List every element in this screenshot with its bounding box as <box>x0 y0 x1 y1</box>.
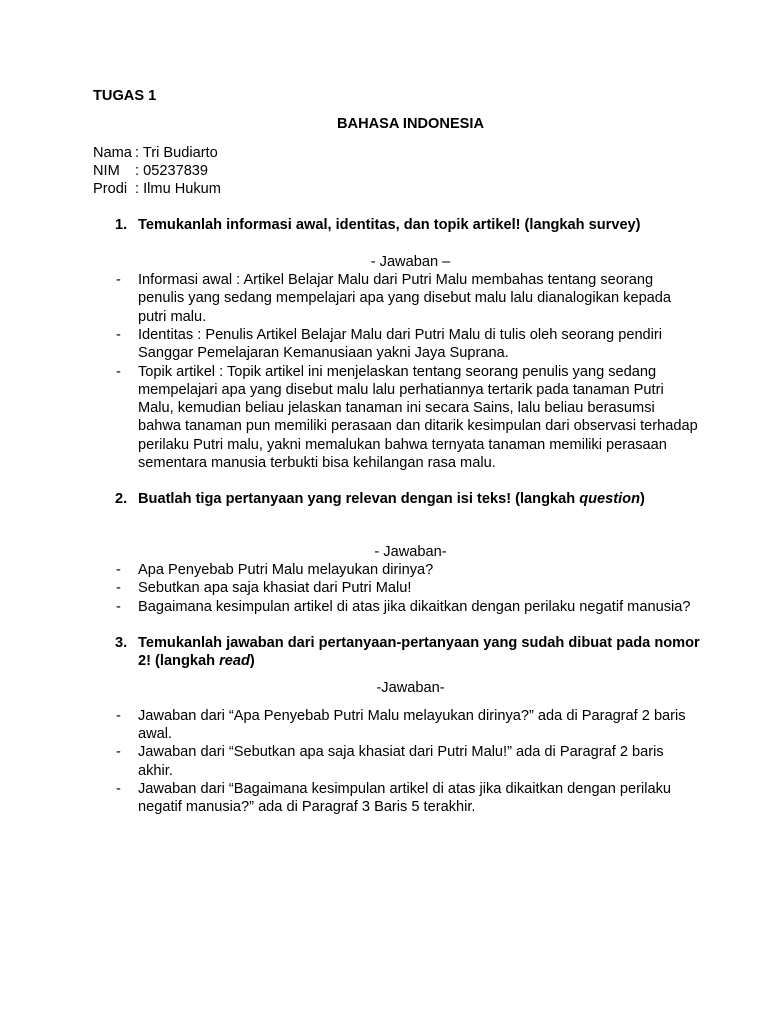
list-item-text: Informasi awal : Artikel Belajar Malu dari Putri Malu membahas tentang seorang penulis yang sedang mempelajari apa yang disebut malu lalu dianalogikan kepada putri malu. <box>138 272 672 325</box>
question-text-end: ) <box>640 491 645 508</box>
list-item-text: Identitas : Penulis Artikel Belajar Malu dari Putri Malu di tulis oleh seorang pendiri Sanggar Pemelajaran Kemanusiaan yakni Jaya Suprana. <box>138 326 663 362</box>
bullet-dash: - <box>116 744 121 761</box>
question-text <box>138 490 708 508</box>
question-3 <box>93 634 728 671</box>
bullet-dash: - <box>116 561 121 578</box>
answer-heading-1: - Jawaban – <box>370 253 451 270</box>
identity-block <box>93 144 728 199</box>
list-item-text: Jawaban dari “Apa Penyebab Putri Malu melayukan dirinya?” ada di Paragraf 2 baris awal. <box>138 707 686 743</box>
list-item-text: Bagaimana kesimpulan artikel di atas jika dikaitkan dengan perilaku negatif manusia? <box>138 598 691 615</box>
answer-list-2 <box>93 561 728 616</box>
identity-value: : Tri Budiarto <box>135 144 218 161</box>
list-item <box>93 326 728 363</box>
identity-row-prodi <box>93 180 728 198</box>
bullet-dash: - <box>116 326 121 343</box>
question-text-main: Temukanlah jawaban dari pertanyaan-pertanyaan yang sudah dibuat pada nomor 2! (langkah <box>138 634 700 670</box>
identity-label: NIM <box>93 162 120 179</box>
question-text-end: ) <box>249 653 255 670</box>
list-item-text: Sebutkan apa saja khasiat dari Putri Malu! <box>138 580 412 597</box>
identity-label: Nama <box>93 144 132 161</box>
bullet-dash: - <box>116 780 121 797</box>
list-item <box>93 743 728 780</box>
question-text <box>138 634 708 671</box>
list-item <box>93 780 728 817</box>
list-item <box>93 363 728 473</box>
bullet-dash: - <box>116 707 121 724</box>
list-item <box>93 579 728 597</box>
list-item <box>93 561 728 579</box>
bullet-dash: - <box>116 272 121 289</box>
list-item-text: Jawaban dari “Sebutkan apa saja khasiat dari Putri Malu!” ada di Paragraf 2 baris akhir. <box>138 744 664 779</box>
identity-value: : 05237839 <box>135 162 209 179</box>
question-number: 2. <box>115 491 128 508</box>
list-item-text: Jawaban dari “Bagaimana kesimpulan artikel di atas jika dikaitkan dengan perilaku negatif manusia?” ada di Paragraf 3 Baris 5 terakhir. <box>138 780 671 816</box>
bullet-dash: - <box>116 598 121 615</box>
answer-heading-3: -Jawaban- <box>376 680 445 697</box>
question-number: 3. <box>115 634 128 651</box>
bullet-dash: - <box>116 363 121 380</box>
question-text-italic: read <box>219 653 250 670</box>
list-item <box>93 271 728 326</box>
question-text-italic: question <box>579 491 640 508</box>
identity-row-nama <box>93 144 728 162</box>
identity-row-nim <box>93 162 728 180</box>
assignment-title: TUGAS 1 <box>93 88 157 104</box>
list-item <box>93 707 728 744</box>
question-text: Temukanlah informasi awal, identitas, dan topik artikel! (langkah survey) <box>138 217 641 234</box>
list-item-text: Apa Penyebab Putri Malu melayukan dirinya? <box>138 561 434 578</box>
bullet-dash: - <box>116 580 121 597</box>
answer-heading-2: - Jawaban- <box>374 543 447 560</box>
list-item <box>93 598 728 616</box>
identity-label: Prodi <box>93 181 128 198</box>
answer-list-3 <box>93 707 728 817</box>
question-1 <box>93 216 728 234</box>
subject-title: BAHASA INDONESIA <box>336 116 485 133</box>
question-text-main: Buatlah tiga pertanyaan yang relevan dengan isi teks! (langkah <box>138 491 580 508</box>
identity-value: : Ilmu Hukum <box>135 181 221 198</box>
question-number: 1. <box>115 217 128 234</box>
answer-list-1 <box>93 271 728 472</box>
question-2 <box>93 490 728 508</box>
list-item-text: Topik artikel : Topik artikel ini menjelaskan tentang seorang penulis yang sedang mempelajari apa yang disebut malu lalu perhatiannya tertarik pada tanaman Putri Malu, kemudian beliau jelaskan tanaman ini secara Sains, lalu beliau berasumsi bahwa tanaman pun memiliki perasaan dan ditarik kesimpulan dari observasi terhadap perilaku Putri malu, yakni memalukan bahwa ternyata tanaman memiliki perasaan sementara manusia terbukti bisa kehilangan rasa malu. <box>138 363 698 472</box>
